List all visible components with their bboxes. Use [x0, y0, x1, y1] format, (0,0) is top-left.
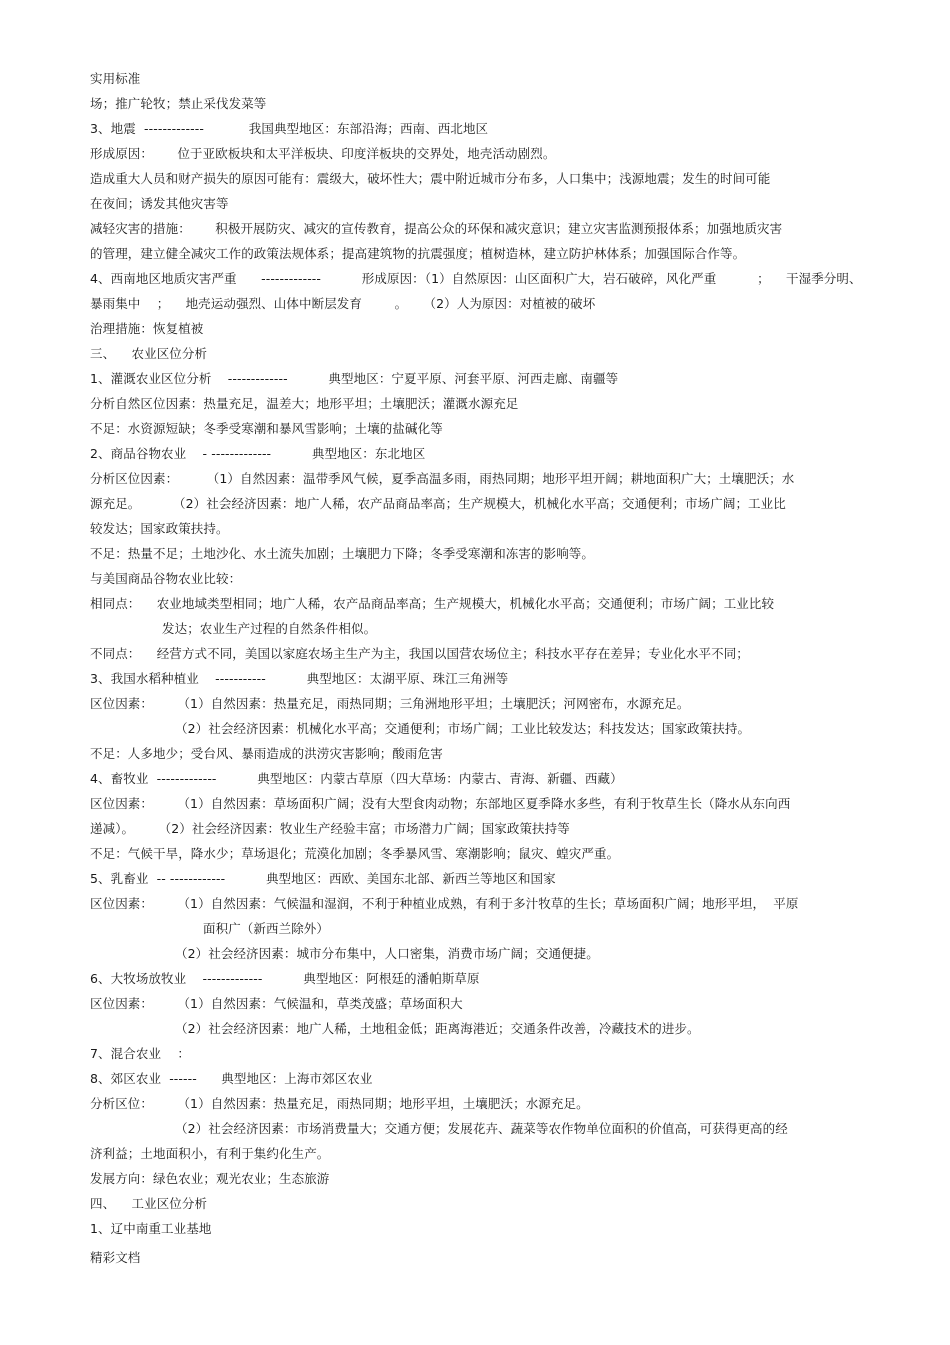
- text-line: 8、郊区农业 ------ 典型地区：上海市郊区农业: [90, 1071, 373, 1086]
- text-line: 治理措施：恢复植被: [90, 321, 204, 336]
- text-line: 区位因素： （1）自然因素：草场面积广阔；没有大型食肉动物；东部地区夏季降水多些，有利于牧草生长（降水从东向西: [90, 796, 791, 811]
- text-line: 4、西南地区地质灾害严重 ------------- 形成原因：（1）自然原因：山区面积广大，岩石破碎，风化严重 ； 干湿季分明、: [90, 271, 862, 286]
- text-line: 1、灌溉农业区位分析 ------------- 典型地区：宁夏平原、河套平原、河西走廊、南疆等: [90, 371, 619, 386]
- text-line: 不同点： 经营方式不同，美国以家庭农场主生产为主，我国以国营农场位主；科技水平存在差异；专业化水平不同；: [90, 646, 749, 661]
- text-line: 不足：水资源短缺；冬季受寒潮和暴风雪影响；土壤的盐碱化等: [90, 421, 443, 436]
- text-line: 3、地震 ------------- 我国典型地区：东部沿海；西南、西北地区: [90, 121, 489, 136]
- text-line: （2）社会经济因素：地广人稀，土地租金低；距离海港近；交通条件改善，冷藏技术的进步。: [175, 1021, 700, 1036]
- text-line: 发展方向：绿色农业；观光农业；生态旅游: [90, 1171, 330, 1186]
- text-line: 面积广（新西兰除外）: [203, 921, 330, 936]
- page-header: 实用标准: [90, 71, 141, 86]
- text-line: 2、商品谷物农业 - ------------- 典型地区：东北地区: [90, 446, 426, 461]
- text-line: 区位因素： （1）自然因素：热量充足，雨热同期；三角洲地形平坦；土壤肥沃；河网密布，水源充足。: [90, 696, 690, 711]
- text-line: 7、混合农业 ：: [90, 1046, 190, 1061]
- text-line: 场；推广轮牧；禁止采伐发菜等: [90, 96, 267, 111]
- text-line: 分析自然区位因素：热量充足，温差大；地形平坦；土壤肥沃；灌溉水源充足: [90, 396, 519, 411]
- text-line: 6、大牧场放牧业 ------------- 典型地区：阿根廷的潘帕斯草原: [90, 971, 480, 986]
- text-line: 递减）。 （2）社会经济因素：牧业生产经验丰富；市场潜力广阔；国家政策扶持等: [90, 821, 570, 836]
- text-line: 不足：人多地少；受台风、暴雨造成的洪涝灾害影响；酸雨危害: [90, 746, 443, 761]
- section-heading: 四、 工业区位分析: [90, 1196, 208, 1211]
- section-heading: 三、 农业区位分析: [90, 346, 208, 361]
- page-footer: 精彩文档: [90, 1250, 141, 1265]
- text-line: 济利益；土地面积小，有利于集约化生产。: [90, 1146, 330, 1161]
- text-line: 4、畜牧业 ------------- 典型地区：内蒙古草原（四大草场：内蒙古、青海、新疆、西藏）: [90, 771, 623, 786]
- text-line: 在夜间；诱发其他灾害等: [90, 196, 229, 211]
- text-line: 暴雨集中 ； 地壳运动强烈、山体中断层发育 。 （2）人为原因：对植被的破坏: [90, 296, 596, 311]
- text-line: 造成重大人员和财产损失的原因可能有：震级大，破坏性大；震中附近城市分布多，人口集中；浅源地震；发生的时间可能: [90, 171, 771, 186]
- text-line: 源充足。 （2）社会经济因素：地广人稀，农产品商品率高；生产规模大，机械化水平高；交通便利；市场广阔；工业比: [90, 496, 786, 511]
- text-line: 发达；农业生产过程的自然条件相似。: [162, 621, 377, 636]
- text-line: 的管理，建立健全减灾工作的政策法规体系；提高建筑物的抗震强度；植树造林，建立防护林体系；加强国际合作等。: [90, 246, 746, 261]
- text-line: 较发达；国家政策扶持。: [90, 521, 229, 536]
- text-line: 1、辽中南重工业基地: [90, 1221, 212, 1236]
- text-line: 不足：气候干旱，降水少；草场退化；荒漠化加剧；冬季暴风雪、寒潮影响；鼠灾、蝗灾严重。: [90, 846, 620, 861]
- text-line: 5、乳畜业 -- ------------ 典型地区：西欧、美国东北部、新西兰等地区和国家: [90, 871, 556, 886]
- text-line: 减轻灾害的措施： 积极开展防灾、减灾的宣传教育，提高公众的环保和减灾意识；建立灾害监测预报体系；加强地质灾害: [90, 221, 783, 236]
- text-line: 相同点： 农业地域类型相同；地广人稀，农产品商品率高；生产规模大，机械化水平高；交通便利；市场广阔；工业比较: [90, 596, 775, 611]
- text-line: 不足：热量不足；土地沙化、水土流失加剧；土壤肥力下降；冬季受寒潮和冻害的影响等。: [90, 546, 595, 561]
- text-line: （2）社会经济因素：机械化水平高；交通便利；市场广阔；工业比较发达；科技发达；国家政策扶持。: [175, 721, 751, 736]
- text-line: 区位因素： （1）自然因素：气候温和湿润，不利于种植业成熟，有利于多汁牧草的生长；草场面积广阔；地形平坦， 平原: [90, 896, 799, 911]
- text-line: 3、我国水稻种植业 ----------- 典型地区：太湖平原、珠江三角洲等: [90, 671, 509, 686]
- text-line: 与美国商品谷物农业比较：: [90, 571, 242, 586]
- text-line: （2）社会经济因素：市场消费量大；交通方便；发展花卉、蔬菜等农作物单位面积的价值高，可获得更高的经: [175, 1121, 788, 1136]
- text-line: 区位因素： （1）自然因素：气候温和，草类茂盛；草场面积大: [90, 996, 463, 1011]
- text-line: （2）社会经济因素：城市分布集中，人口密集，消费市场广阔；交通便捷。: [175, 946, 599, 961]
- text-line: 分析区位因素： （1）自然因素：温带季风气候，夏季高温多雨，雨热同期；地形平坦开阔；耕地面积广大；土壤肥沃；水: [90, 471, 795, 486]
- text-line: 形成原因： 位于亚欧板块和太平洋板块、印度洋板块的交界处，地壳活动剧烈。: [90, 146, 556, 161]
- text-line: 分析区位： （1）自然因素：热量充足，雨热同期；地形平坦，土壤肥沃；水源充足。: [90, 1096, 589, 1111]
